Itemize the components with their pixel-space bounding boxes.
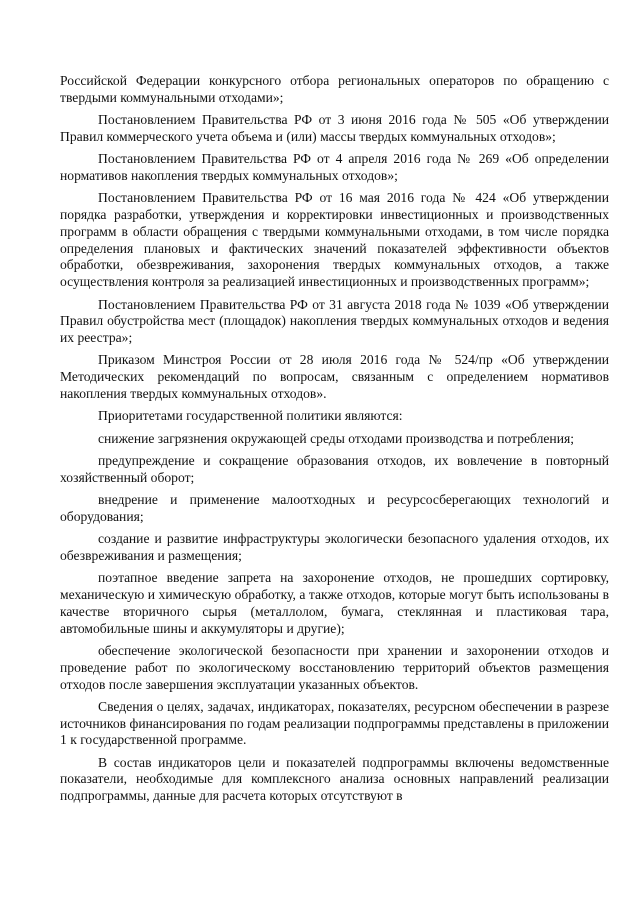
paragraph-decree-505: Постановлением Правительства РФ от 3 июня 2016 года № 505 «Об утверждении Правил коммерческого учета объема и (или) массы твердых коммунальных отходов»; <box>60 112 609 144</box>
paragraph-priority-safety: обеспечение экологической безопасности при хранении и захоронении отходов и проведение работ по экологическому восстановлению территорий объектов размещения отходов после завершения эксплуатации указанных объектов. <box>60 642 609 692</box>
paragraph-decree-1039: Постановлением Правительства РФ от 31 августа 2018 года № 1039 «Об утверждении Правил обустройства мест (площадок) накопления твердых коммунальных отходов и ведения их реестра»; <box>60 296 609 346</box>
paragraph-priority-technologies: внедрение и применение малоотходных и ресурсосберегающих технологий и оборудования; <box>60 492 609 524</box>
paragraph-priority-infrastructure: создание и развитие инфраструктуры экологически безопасного удаления отходов, их обезвреживания и размещения; <box>60 531 609 563</box>
paragraph-priority-prevention: предупреждение и сокращение образования отходов, их вовлечение в повторный хозяйственный оборот; <box>60 452 609 485</box>
paragraph-decree-424: Постановлением Правительства РФ от 16 мая 2016 года № 424 «Об утверждении порядка разработки, утверждения и корректировки инвестиционных и производственных программ в области обращения с твердыми коммунальными отходами, в том числе порядка определения плановых и фактических значений показателей эффективности объектов обработки, обезвреживания, захоронения твердых коммунальных отходов, а также осуществления контроля за реализацией инвестиционных и производственных программ»; <box>60 190 609 290</box>
paragraph-priorities-heading: Приоритетами государственной политики являются: <box>98 408 403 424</box>
document-page <box>60 73 609 811</box>
paragraph-decree-269: Постановлением Правительства РФ от 4 апреля 2016 года № 269 «Об определении нормативов накопления твердых коммунальных отходов»; <box>60 151 609 183</box>
paragraph-order-524: Приказом Минстроя России от 28 июля 2016 года № 524/пр «Об утверждении Методических рекомендаций по вопросам, связанным с определением нормативов накопления твердых коммунальных отходов». <box>60 352 609 402</box>
paragraph-continued-federation: Российской Федерации конкурсного отбора региональных операторов по обращению с твердыми коммунальными отходами»; <box>60 73 609 105</box>
paragraph-priority-pollution: снижение загрязнения окружающей среды отходами производства и потребления; <box>98 430 574 446</box>
paragraph-goals-info: Сведения о целях, задачах, индикаторах, показателях, ресурсном обеспечении в разрезе источников финансирования по годам реализации подпрограммы представлены в приложении 1 к государственной программе. <box>60 698 609 748</box>
paragraph-indicators: В состав индикаторов цели и показателей подпрограммы включены ведомственные показатели, необходимые для комплексного анализа основных направлений реализации подпрограммы, данные для расчета которых отсутствуют в <box>60 754 609 804</box>
paragraph-priority-landfill-ban: поэтапное введение запрета на захоронение отходов, не прошедших сортировку, механическую и химическую обработку, а также отходов, которые могут быть использованы в качестве вторичного сырья (металлолом, бумага, стеклянная и пластиковая тара, автомобильные шины и аккумуляторы и другие); <box>60 570 609 636</box>
